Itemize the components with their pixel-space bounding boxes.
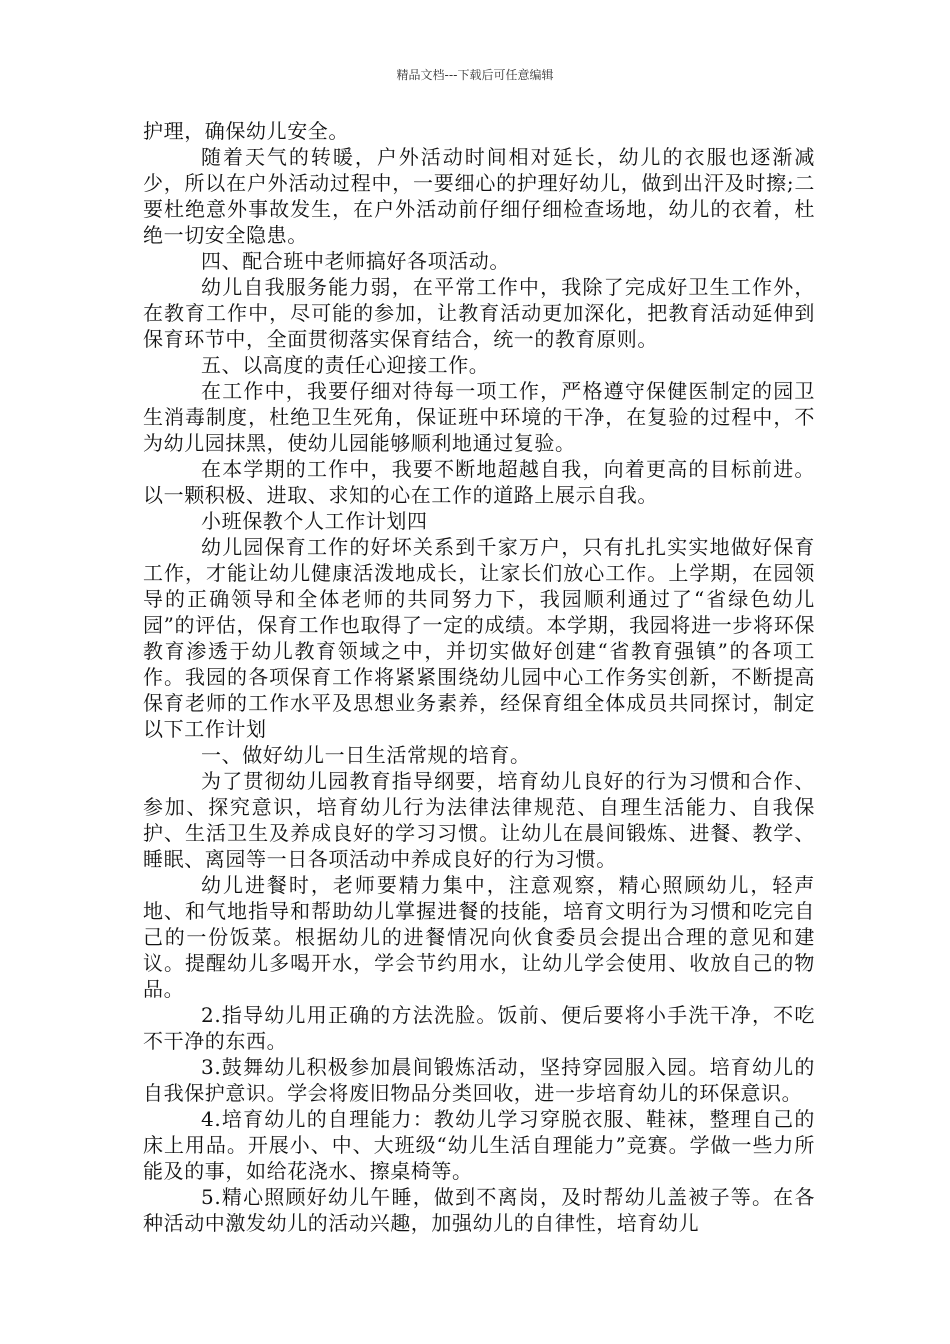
paragraph: 在工作中，我要仔细对待每一项工作，严格遵守保健医制定的园卫生消毒制度，杜绝卫生死角，保证班中环境的干净，在复验的过程中，不为幼儿园抹黑，使幼儿园能够顺利地通过复验。 [143,379,815,455]
list-item: 3.鼓舞幼儿积极参加晨间锻炼活动，坚持穿园服入园。培育幼儿的自我保护意识。学会将废旧物品分类回收，进一步培育幼儿的环保意识。 [143,1055,815,1105]
paragraph: 随着天气的转暖，户外活动时间相对延长，幼儿的衣服也逐渐减少，所以在户外活动过程中，一要细心的护理好幼儿，做到出汗及时擦;二要杜绝意外事故发生，在户外活动前仔细仔细检查场地，幼儿的衣着，杜绝一切安全隐患。 [143,145,815,247]
section-heading: 一、做好幼儿一日生活常规的培育。 [201,743,531,767]
section-heading: 五、以高度的责任心迎接工作。 [201,353,490,377]
list-item: 5.精心照顾好幼儿午睡，做到不离岗，及时帮幼儿盖被子等。在各种活动中激发幼儿的活动兴趣，加强幼儿的自律性，培育幼儿 [143,1185,815,1235]
paragraph: 幼儿进餐时，老师要精力集中，注意观察，精心照顾幼儿，轻声地、和气地指导和帮助幼儿掌握进餐的技能，培育文明行为习惯和吃完自己的一份饭菜。根据幼儿的进餐情况向伙食委员会提出合理的意见和建议。提醒幼儿多喝开水，学会节约用水，让幼儿学会使用、收放自己的物品。 [143,873,815,1001]
paragraph: 幼儿园保育工作的好坏关系到千家万户，只有扎扎实实地做好保育工作，才能让幼儿健康活泼地成长，让家长们放心工作。上学期，在园领导的正确领导和全体老师的共同努力下，我园顺利通过了“省绿色幼儿园”的评估，保育工作也取得了一定的成绩。本学期，我园将进一步将环保教育渗透于幼儿教育领域之中，并切实做好创建“省教育强镇”的各项工作。我园的各项保育工作将紧紧围绕幼儿园中心工作务实创新，不断提高保育老师的工作水平及思想业务素养，经保育组全体成员共同探讨，制定以下工作计划 [143,535,815,741]
document-body [143,118,815,1236]
list-item: 2.指导幼儿用正确的方法洗脸。饭前、便后要将小手洗干净，不吃不干净的东西。 [143,1003,815,1053]
paragraph: 护理，确保幼儿安全。 [143,119,349,143]
paragraph: 幼儿自我服务能力弱，在平常工作中，我除了完成好卫生工作外，在教育工作中，尽可能的参加，让教育活动更加深化，把教育活动延伸到保育环节中，全面贯彻落实保育结合，统一的教育原则。 [143,275,815,351]
list-item: 4.培育幼儿的自理能力：教幼儿学习穿脱衣服、鞋袜，整理自己的床上用品。开展小、中、大班级“幼儿生活自理能力”竞赛。学做一些力所能及的事，如给花浇水、擦桌椅等。 [143,1107,815,1183]
paragraph: 在本学期的工作中，我要不断地超越自我，向着更高的目标前进。以一颗积极、进取、求知的心在工作的道路上展示自我。 [143,457,815,507]
page-header-watermark: 精品文档---下载后可任意编辑 [396,68,554,82]
section-heading: 四、配合班中老师搞好各项活动。 [201,249,510,273]
document-subtitle: 小班保教个人工作计划四 [201,509,428,533]
paragraph: 为了贯彻幼儿园教育指导纲要，培育幼儿良好的行为习惯和合作、参加、探究意识，培育幼儿行为法律法律规范、自理生活能力、自我保护、生活卫生及养成良好的学习习惯。让幼儿在晨间锻炼、进餐、教学、睡眠、离园等一日各项活动中养成良好的行为习惯。 [143,769,815,871]
